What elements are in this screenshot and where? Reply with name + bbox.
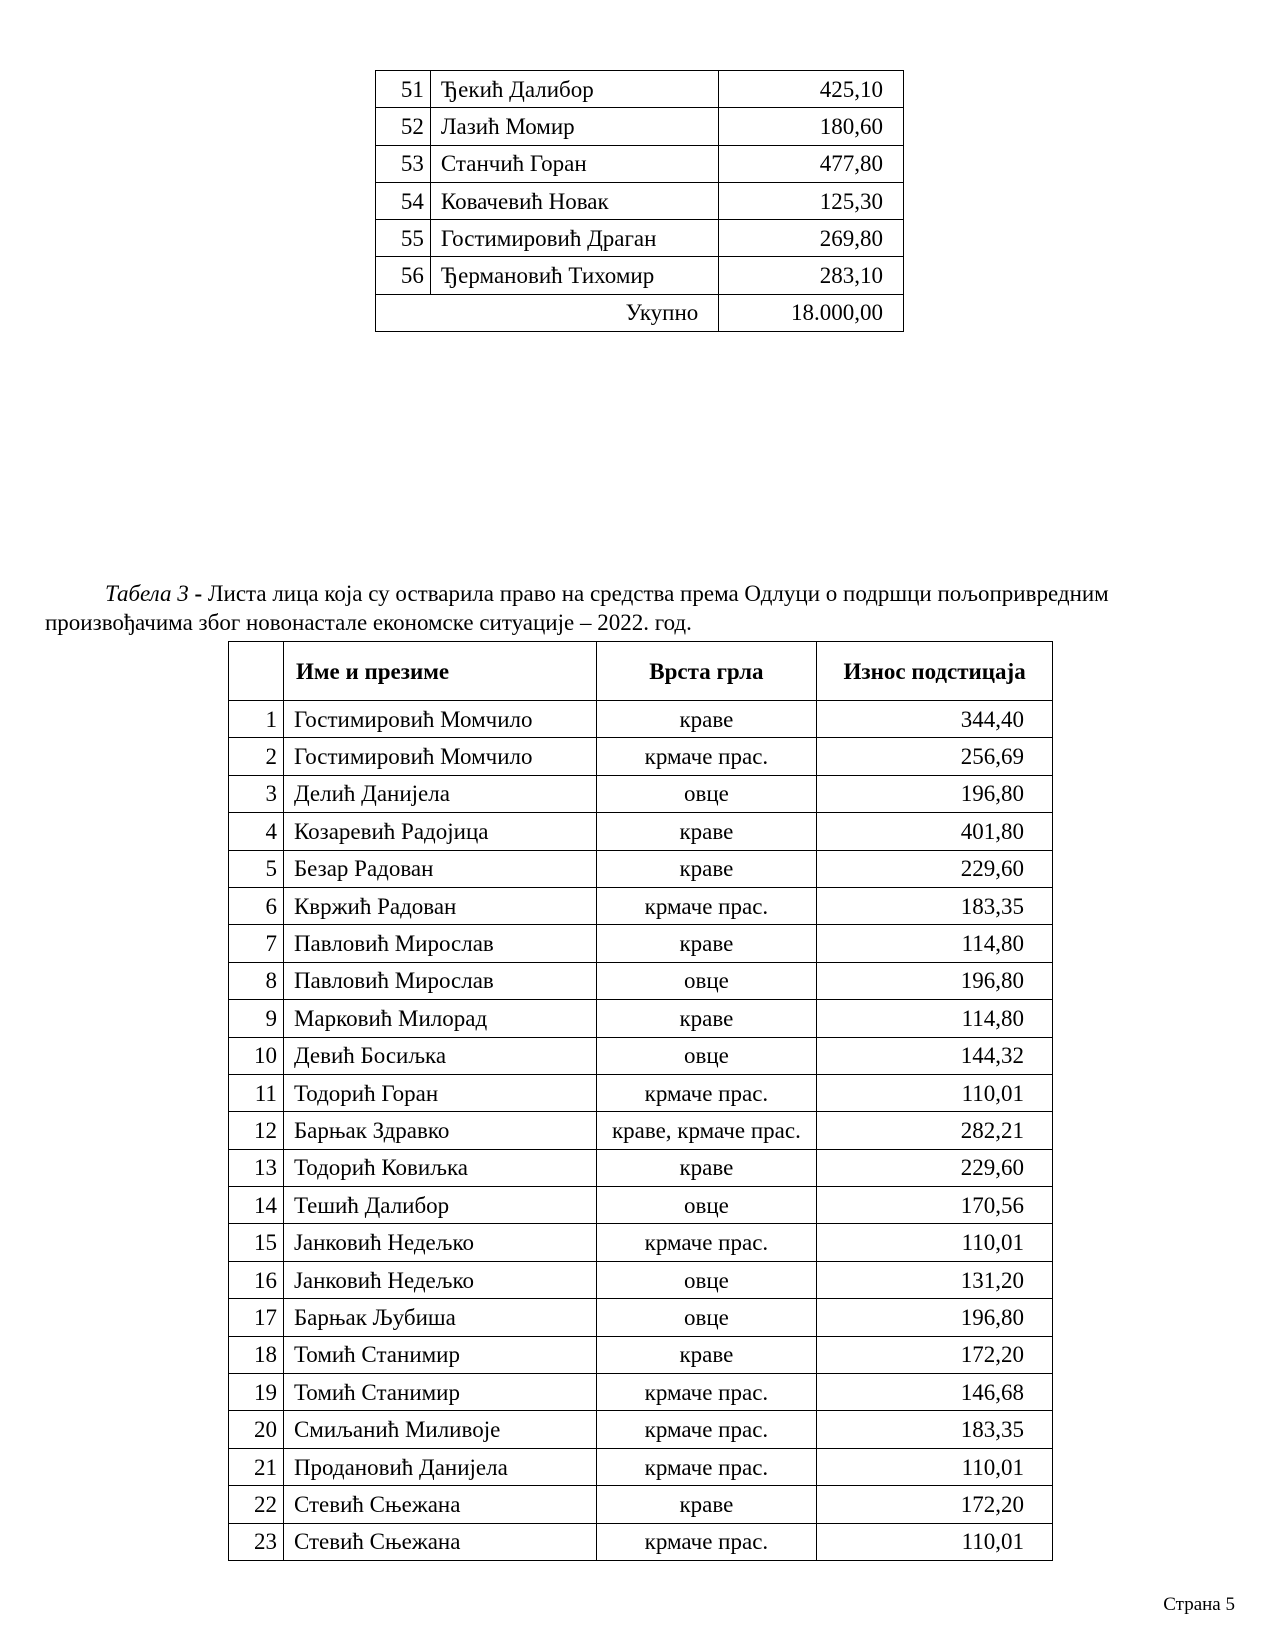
row-amount: 401,80 <box>817 813 1053 850</box>
row-number: 16 <box>229 1261 284 1298</box>
row-number: 8 <box>229 962 284 999</box>
row-amount: 144,32 <box>817 1037 1053 1074</box>
row-type: крмаче прас. <box>596 1374 817 1411</box>
table-row <box>229 1523 1053 1560</box>
row-type: овце <box>596 1187 817 1224</box>
row-name: Тешић Далибор <box>283 1187 596 1224</box>
row-number: 55 <box>376 220 431 257</box>
row-amount: 183,35 <box>817 1411 1053 1448</box>
row-name: Ђермановић Тихомир <box>430 257 718 294</box>
row-number: 6 <box>229 887 284 924</box>
table-row <box>229 1411 1053 1448</box>
row-number: 2 <box>229 738 284 775</box>
table-row <box>229 1000 1053 1037</box>
top-table <box>375 70 904 332</box>
row-amount: 180,60 <box>719 108 904 145</box>
row-type: краве <box>596 1336 817 1373</box>
row-name: Ђекић Далибор <box>430 71 718 108</box>
caption-label: Табела 3 <box>105 581 189 606</box>
row-amount: 114,80 <box>817 1000 1053 1037</box>
table-row <box>229 850 1053 887</box>
row-amount: 170,56 <box>817 1187 1053 1224</box>
row-type: овце <box>596 1299 817 1336</box>
row-name: Тодорић Горан <box>283 1074 596 1111</box>
row-number: 51 <box>376 71 431 108</box>
table-row <box>229 1037 1053 1074</box>
table-row <box>376 145 904 182</box>
row-name: Лазић Момир <box>430 108 718 145</box>
caption-separator: - <box>188 581 208 606</box>
row-number: 56 <box>376 257 431 294</box>
row-number: 7 <box>229 925 284 962</box>
row-type: крмаче прас. <box>596 738 817 775</box>
row-number: 15 <box>229 1224 284 1261</box>
table-row <box>376 220 904 257</box>
row-name: Јанковић Недељко <box>283 1261 596 1298</box>
table-row <box>229 1448 1053 1485</box>
row-amount: 229,60 <box>817 850 1053 887</box>
row-name: Барњак Љубиша <box>283 1299 596 1336</box>
row-number: 11 <box>229 1074 284 1111</box>
row-name: Смиљанић Миливоје <box>283 1411 596 1448</box>
row-name: Томић Станимир <box>283 1374 596 1411</box>
header-amount: Износ подстицаја <box>817 642 1053 701</box>
row-amount: 256,69 <box>817 738 1053 775</box>
table-row <box>229 1486 1053 1523</box>
row-amount: 196,80 <box>817 962 1053 999</box>
table-row <box>376 182 904 219</box>
row-amount: 172,20 <box>817 1336 1053 1373</box>
row-amount: 229,60 <box>817 1149 1053 1186</box>
row-amount: 425,10 <box>719 71 904 108</box>
row-type: краве <box>596 813 817 850</box>
row-type: краве <box>596 1149 817 1186</box>
row-number: 13 <box>229 1149 284 1186</box>
table-caption <box>45 579 1225 637</box>
row-number: 4 <box>229 813 284 850</box>
row-name: Гостимировић Момчило <box>283 701 596 738</box>
row-amount: 110,01 <box>817 1523 1053 1560</box>
table-row <box>229 925 1053 962</box>
row-name: Квржић Радован <box>283 887 596 924</box>
table-row <box>229 701 1053 738</box>
row-type: краве <box>596 925 817 962</box>
row-amount: 196,80 <box>817 1299 1053 1336</box>
row-name: Марковић Милорад <box>283 1000 596 1037</box>
row-number: 17 <box>229 1299 284 1336</box>
row-number: 12 <box>229 1112 284 1149</box>
row-name: Томић Станимир <box>283 1336 596 1373</box>
table-row <box>229 1112 1053 1149</box>
header-type: Врста грла <box>596 642 817 701</box>
row-name: Стевић Сњежана <box>283 1523 596 1560</box>
row-number: 10 <box>229 1037 284 1074</box>
row-type: крмаче прас. <box>596 1224 817 1261</box>
row-number: 5 <box>229 850 284 887</box>
row-type: крмаче прас. <box>596 1411 817 1448</box>
row-name: Стевић Сњежана <box>283 1486 596 1523</box>
total-label: Укупно <box>376 294 719 331</box>
row-name: Станчић Горан <box>430 145 718 182</box>
row-name: Ковачевић Новак <box>430 182 718 219</box>
row-number: 54 <box>376 182 431 219</box>
table-row <box>229 1149 1053 1186</box>
top-table-body <box>376 71 904 295</box>
main-table-body <box>229 701 1053 1561</box>
row-amount: 110,01 <box>817 1448 1053 1485</box>
row-number: 18 <box>229 1336 284 1373</box>
row-amount: 269,80 <box>719 220 904 257</box>
table-row <box>229 775 1053 812</box>
row-type: краве, крмаче прас. <box>596 1112 817 1149</box>
row-amount: 146,68 <box>817 1374 1053 1411</box>
row-number: 3 <box>229 775 284 812</box>
header-number <box>229 642 284 701</box>
row-type: краве <box>596 850 817 887</box>
row-number: 9 <box>229 1000 284 1037</box>
table-row <box>229 1336 1053 1373</box>
row-amount: 114,80 <box>817 925 1053 962</box>
main-table-header <box>229 642 1053 701</box>
header-name: Име и презиме <box>283 642 596 701</box>
total-row <box>376 294 904 331</box>
main-table <box>228 641 1053 1561</box>
row-type: овце <box>596 962 817 999</box>
row-name: Јанковић Недељко <box>283 1224 596 1261</box>
page-number: Страна 5 <box>1163 1594 1235 1615</box>
row-name: Тодорић Ковиљка <box>283 1149 596 1186</box>
row-name: Гостимировић Драган <box>430 220 718 257</box>
row-number: 53 <box>376 145 431 182</box>
row-amount: 282,21 <box>817 1112 1053 1149</box>
row-number: 14 <box>229 1187 284 1224</box>
table-row <box>229 1374 1053 1411</box>
row-amount: 125,30 <box>719 182 904 219</box>
row-type: крмаче прас. <box>596 1523 817 1560</box>
row-amount: 283,10 <box>719 257 904 294</box>
table-row <box>229 1224 1053 1261</box>
row-type: краве <box>596 1000 817 1037</box>
table-row <box>376 71 904 108</box>
row-amount: 172,20 <box>817 1486 1053 1523</box>
row-amount: 196,80 <box>817 775 1053 812</box>
row-number: 21 <box>229 1448 284 1485</box>
row-name: Павловић Мирослав <box>283 962 596 999</box>
row-number: 23 <box>229 1523 284 1560</box>
row-type: крмаче прас. <box>596 1448 817 1485</box>
row-number: 22 <box>229 1486 284 1523</box>
table-row <box>229 887 1053 924</box>
row-amount: 344,40 <box>817 701 1053 738</box>
row-name: Гостимировић Момчило <box>283 738 596 775</box>
row-type: крмаче прас. <box>596 887 817 924</box>
row-number: 19 <box>229 1374 284 1411</box>
table-row <box>229 1261 1053 1298</box>
row-type: овце <box>596 1261 817 1298</box>
table-row <box>229 1187 1053 1224</box>
caption-text: Листа лица која су остварила право на средства према Одлуци о подршци пољопривредним произвођачима због новонастале економске ситуације – 2022. год. <box>45 581 1109 635</box>
total-value: 18.000,00 <box>719 294 904 331</box>
row-name: Делић Данијела <box>283 775 596 812</box>
row-number: 1 <box>229 701 284 738</box>
row-amount: 183,35 <box>817 887 1053 924</box>
table-row <box>229 962 1053 999</box>
row-type: овце <box>596 1037 817 1074</box>
row-name: Безар Радован <box>283 850 596 887</box>
table-row <box>376 108 904 145</box>
row-name: Продановић Данијела <box>283 1448 596 1485</box>
row-number: 52 <box>376 108 431 145</box>
table-row <box>229 813 1053 850</box>
row-type: краве <box>596 1486 817 1523</box>
table-row <box>376 257 904 294</box>
row-type: краве <box>596 701 817 738</box>
row-number: 20 <box>229 1411 284 1448</box>
row-amount: 477,80 <box>719 145 904 182</box>
row-type: овце <box>596 775 817 812</box>
row-name: Девић Босиљка <box>283 1037 596 1074</box>
row-type: крмаче прас. <box>596 1074 817 1111</box>
row-name: Павловић Мирослав <box>283 925 596 962</box>
row-amount: 131,20 <box>817 1261 1053 1298</box>
table-row <box>229 1074 1053 1111</box>
row-amount: 110,01 <box>817 1224 1053 1261</box>
row-name: Козаревић Радојица <box>283 813 596 850</box>
row-amount: 110,01 <box>817 1074 1053 1111</box>
row-name: Барњак Здравко <box>283 1112 596 1149</box>
table-row <box>229 1299 1053 1336</box>
table-row <box>229 738 1053 775</box>
